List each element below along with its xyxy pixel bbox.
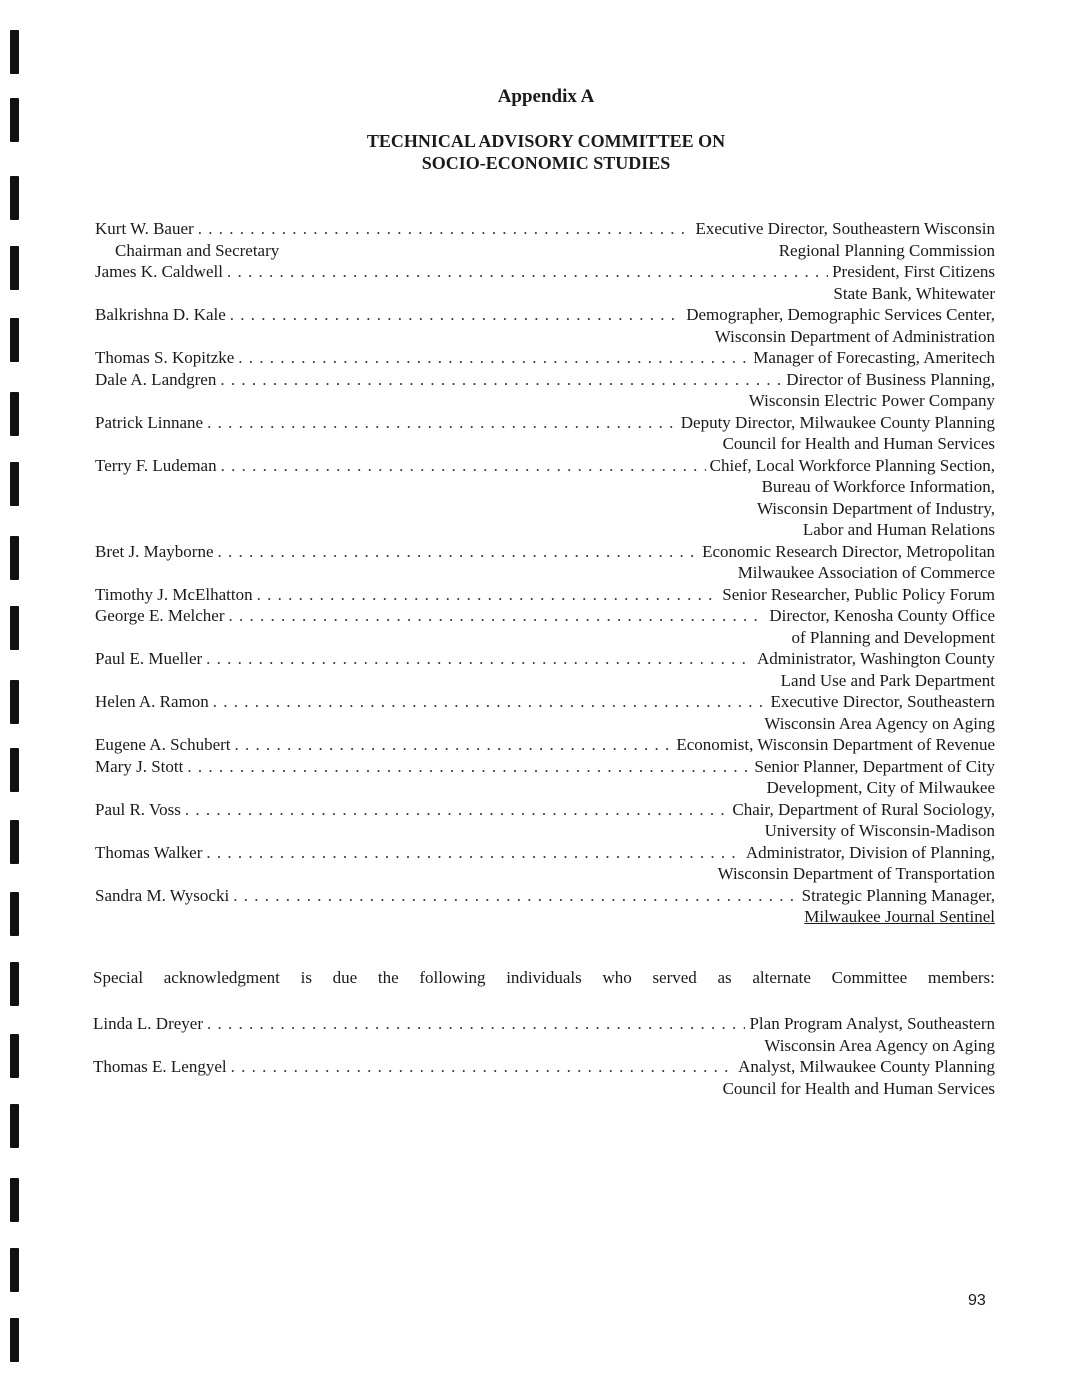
member-role: Chair, Department of Rural Sociology, [732, 799, 995, 819]
member-entry [95, 691, 995, 734]
member-role-line: University of Wisconsin-Madison [764, 821, 995, 840]
member-role: Senior Planner, Department of City [754, 756, 995, 776]
member-role: Demographer, Demographic Services Center, [686, 305, 995, 324]
member-entry [95, 412, 995, 455]
member-entry [95, 842, 995, 885]
member-name: Balkrishna D. Kale [95, 305, 226, 324]
member-role-line: Milwaukee Journal Sentinel [804, 907, 995, 926]
member-subline [95, 476, 995, 498]
binding-hole-mark [10, 962, 19, 1006]
member-role-line: Wisconsin Department of Industry, [756, 498, 995, 518]
member-entry [95, 605, 995, 648]
member-role: Plan Program Analyst, Southeastern [749, 1014, 995, 1033]
member-name: Dale A. Landgren [95, 369, 217, 389]
member-role: Director of Business Planning, [786, 369, 995, 389]
member-role-line: Regional Planning Commission [778, 240, 995, 260]
member-row [93, 1013, 995, 1035]
member-name: George E. Melcher [95, 606, 225, 625]
member-entry [95, 885, 995, 928]
member-subline [95, 713, 995, 735]
member-entry [95, 648, 995, 691]
binding-holes [10, 0, 24, 1380]
dot-leader [221, 455, 706, 477]
member-name: Eugene A. Schubert [95, 735, 231, 754]
member-entry [93, 1056, 995, 1099]
member-name: Paul R. Voss [95, 799, 181, 819]
acknowledgment-word: served [652, 968, 697, 987]
binding-hole-mark [10, 820, 19, 864]
acknowledgment-word: Committee [831, 968, 908, 987]
member-row [95, 756, 995, 778]
dot-leader [229, 605, 766, 627]
binding-hole-mark [10, 1104, 19, 1148]
title-line: TECHNICAL ADVISORY COMMITTEE ON [366, 131, 726, 151]
acknowledgment-text [93, 968, 995, 988]
member-row [95, 218, 995, 240]
member-role-line: Milwaukee Association of Commerce [737, 563, 995, 582]
member-row [95, 584, 995, 606]
member-role-line: Land Use and Park Department [780, 670, 995, 690]
member-role-line: Council for Health and Human Services [722, 1078, 995, 1098]
binding-hole-mark [10, 680, 19, 724]
member-role: Economic Research Director, Metropolitan [702, 541, 995, 561]
member-entry [95, 347, 995, 369]
alternate-member-list [93, 1013, 995, 1099]
member-role-line: Wisconsin Area Agency on Aging [764, 1035, 995, 1055]
title-line: SOCIO-ECONOMIC STUDIES [421, 153, 671, 173]
member-role: President, First Citizens [832, 262, 995, 281]
member-name: Bret J. Mayborne [95, 541, 214, 561]
member-name: Sandra M. Wysocki [95, 885, 230, 905]
member-row [95, 799, 995, 821]
dot-leader [238, 347, 749, 369]
member-role: Executive Director, Southeastern Wisconsin [695, 219, 995, 238]
dot-leader [233, 885, 797, 907]
binding-hole-mark [10, 1178, 19, 1222]
dot-leader [206, 648, 753, 670]
member-subline [95, 390, 995, 412]
dot-leader [218, 541, 699, 563]
member-entry [95, 799, 995, 842]
member-row [95, 541, 995, 563]
member-name: Paul E. Mueller [95, 649, 203, 668]
acknowledgment-word: members: [927, 968, 995, 987]
dot-leader [187, 756, 750, 778]
member-entry [95, 756, 995, 799]
member-role-line: State Bank, Whitewater [833, 283, 995, 303]
binding-hole-mark [10, 1034, 19, 1078]
member-row [95, 648, 995, 670]
member-entry [95, 584, 995, 606]
acknowledgment-word: as [717, 968, 732, 987]
member-row [93, 1056, 995, 1078]
member-row [95, 304, 995, 326]
member-subline [95, 283, 995, 305]
dot-leader [207, 1013, 745, 1035]
member-role-line: Development, City of Milwaukee [766, 778, 995, 797]
member-role: Director, Kenosha County Office [769, 606, 995, 625]
member-entry [95, 541, 995, 584]
acknowledgment-word: Special [93, 968, 144, 987]
dot-leader [207, 412, 677, 434]
member-entry [95, 455, 995, 541]
member-role-line: Wisconsin Electric Power Company [748, 391, 995, 410]
member-entry [95, 369, 995, 412]
dot-leader [213, 691, 767, 713]
member-role-line: Wisconsin Department of Transportation [717, 864, 995, 883]
member-subline [95, 326, 995, 348]
member-name: Thomas Walker [95, 842, 203, 862]
dot-leader [198, 218, 692, 240]
binding-hole-mark [10, 1318, 19, 1362]
member-name: Patrick Linnane [95, 412, 204, 432]
member-row [95, 734, 995, 756]
member-role-line: of Planning and Development [791, 627, 995, 647]
member-role: Senior Researcher, Public Policy Forum [722, 584, 995, 604]
member-role-line: Wisconsin Area Agency on Aging [764, 713, 995, 733]
member-row [95, 347, 995, 369]
member-row [95, 261, 995, 283]
binding-hole-mark [10, 892, 19, 936]
member-subline [95, 777, 995, 799]
binding-hole-mark [10, 30, 19, 74]
binding-hole-mark [10, 462, 19, 506]
member-entry [95, 734, 995, 756]
page-title [0, 130, 1072, 174]
acknowledgment-word: acknowledgment [163, 968, 280, 987]
member-role: Chief, Local Workforce Planning Section, [709, 455, 995, 475]
member-role: Deputy Director, Milwaukee County Planning [680, 412, 995, 432]
member-subline [93, 1035, 995, 1057]
member-title: Chairman and Secretary [115, 240, 280, 260]
member-subline [95, 906, 995, 928]
member-row [95, 455, 995, 477]
acknowledgment-word: individuals [506, 968, 582, 987]
member-row [95, 691, 995, 713]
member-subline [95, 240, 995, 262]
member-entry [95, 261, 995, 304]
binding-hole-mark [10, 392, 19, 436]
appendix-label: Appendix A [497, 86, 595, 107]
member-role-line: Bureau of Workforce Information, [761, 477, 995, 496]
dot-leader [227, 261, 828, 283]
dot-leader [206, 842, 742, 864]
member-entry [95, 304, 995, 347]
member-name: James K. Caldwell [95, 262, 223, 281]
acknowledgment-word: the [377, 968, 399, 987]
member-role-line: Wisconsin Department of Administration [714, 326, 995, 346]
member-role-line: Labor and Human Relations [802, 520, 995, 539]
member-subline [95, 627, 995, 649]
member-role: Strategic Planning Manager, [801, 885, 995, 905]
member-subline [93, 1078, 995, 1100]
binding-hole-mark [10, 176, 19, 220]
binding-hole-mark [10, 606, 19, 650]
acknowledgment-word: alternate [752, 968, 811, 987]
member-name: Thomas E. Lengyel [93, 1057, 227, 1076]
binding-hole-mark [10, 1248, 19, 1292]
acknowledgment-word: due [332, 968, 358, 987]
member-name: Thomas S. Kopitzke [95, 348, 235, 367]
member-name: Timothy J. McElhatton [95, 584, 253, 604]
member-subline [95, 498, 995, 520]
member-role-line: Council for Health and Human Services [722, 434, 995, 453]
member-subline [95, 820, 995, 842]
member-name: Linda L. Dreyer [93, 1014, 203, 1033]
member-subline [95, 433, 995, 455]
member-row [95, 412, 995, 434]
dot-leader [185, 799, 729, 821]
page-number: 93 [968, 1292, 986, 1309]
member-subline [95, 519, 995, 541]
binding-hole-mark [10, 748, 19, 792]
dot-leader [257, 584, 719, 606]
acknowledgment-word: following [419, 968, 486, 987]
member-name: Helen A. Ramon [95, 692, 209, 711]
member-role: Manager of Forecasting, Ameritech [753, 348, 995, 367]
member-row [95, 605, 995, 627]
member-entry [93, 1013, 995, 1056]
binding-hole-mark [10, 318, 19, 362]
member-row [95, 842, 995, 864]
member-role: Administrator, Division of Planning, [745, 842, 995, 862]
member-name: Kurt W. Bauer [95, 219, 194, 238]
member-name: Terry F. Ludeman [95, 455, 217, 475]
member-name: Mary J. Stott [95, 756, 184, 776]
dot-leader [230, 304, 682, 326]
member-subline [95, 670, 995, 692]
member-role: Executive Director, Southeastern [770, 692, 995, 711]
member-row [95, 369, 995, 391]
committee-member-list [95, 218, 995, 928]
member-role: Economist, Wisconsin Department of Revenue [676, 735, 995, 754]
dot-leader [231, 1056, 735, 1078]
member-subline [95, 562, 995, 584]
member-row [95, 885, 995, 907]
binding-hole-mark [10, 536, 19, 580]
dot-leader [235, 734, 673, 756]
dot-leader [220, 369, 782, 391]
binding-hole-mark [10, 246, 19, 290]
member-entry [95, 218, 995, 261]
acknowledgment-word: who [602, 968, 632, 987]
member-role: Analyst, Milwaukee County Planning [738, 1057, 995, 1076]
acknowledgment-word: is [300, 968, 312, 987]
member-role: Administrator, Washington County [757, 649, 995, 668]
member-subline [95, 863, 995, 885]
